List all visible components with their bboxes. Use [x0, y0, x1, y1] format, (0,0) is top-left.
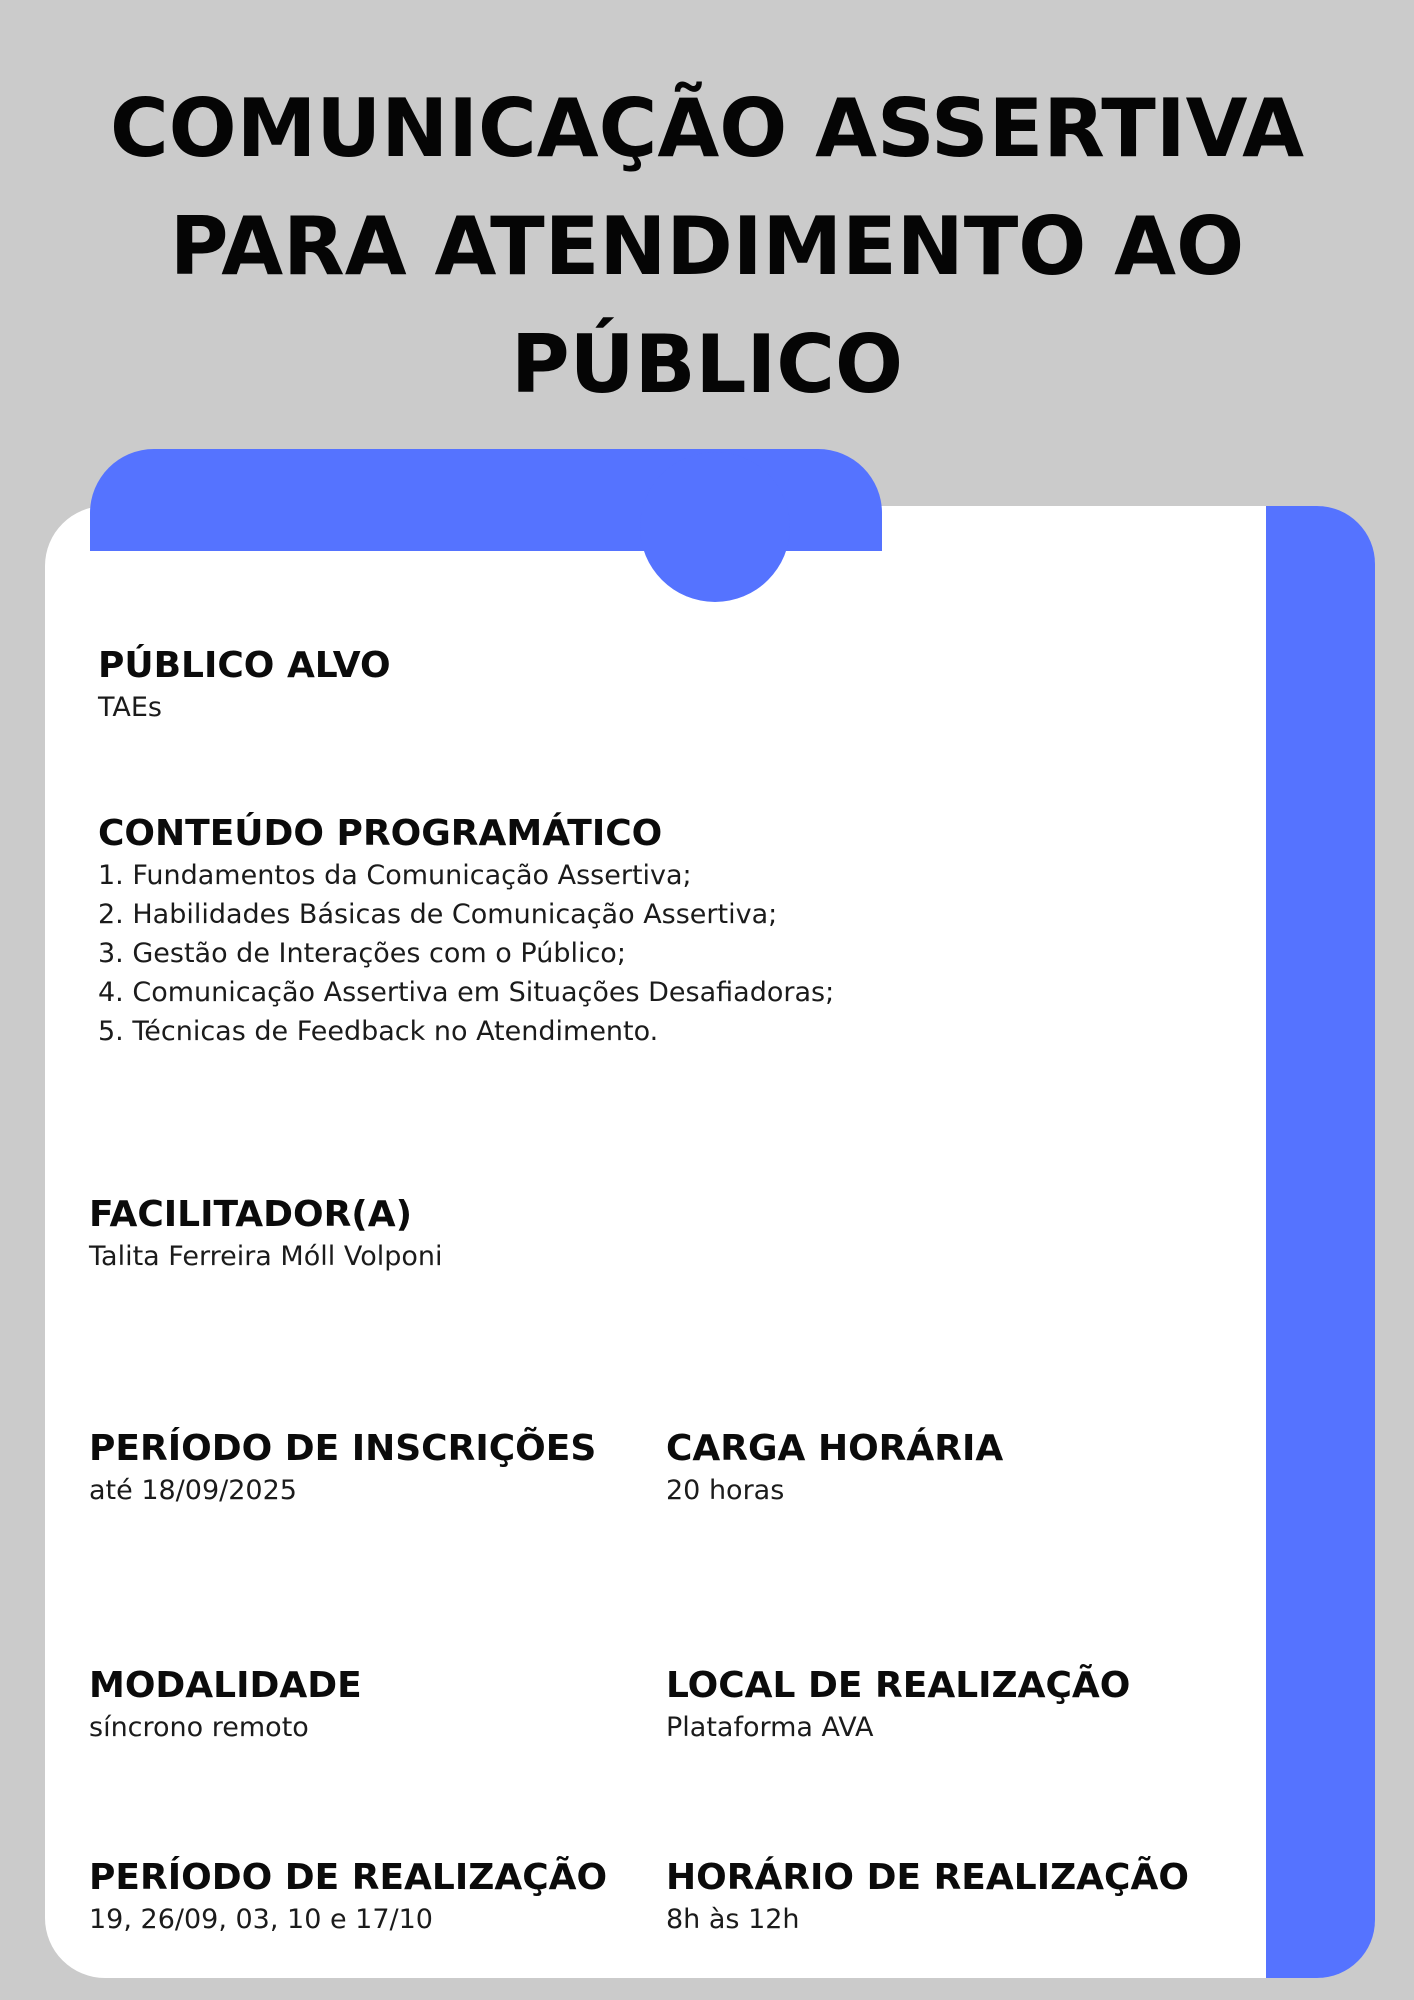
section-conteudo-programatico [98, 812, 1198, 1051]
local-heading: LOCAL DE REALIZAÇÃO [666, 1665, 1131, 1706]
modalidade-value: síncrono remoto [89, 1712, 309, 1743]
accent-side-bar [1266, 506, 1375, 1978]
publico-alvo-heading: PÚBLICO ALVO [98, 645, 391, 686]
section-publico-alvo [98, 644, 898, 728]
facilitador-heading: FACILITADOR(A) [89, 1194, 413, 1235]
section-facilitador [89, 1193, 889, 1277]
inscricoes-heading: PERÍODO DE INSCRIÇÕES [89, 1428, 597, 1469]
conteudo-item-4: 4. Comunicação Assertiva em Situações Desafiadoras; [98, 977, 835, 1008]
page-title [60, 70, 1354, 424]
section-carga-horaria [666, 1427, 1246, 1511]
conteudo-item-3: 3. Gestão de Interações com o Público; [98, 938, 626, 969]
page-title-line-2: PARA ATENDIMENTO AO [169, 200, 1245, 293]
page-title-line-3: PÚBLICO [510, 318, 904, 411]
publico-alvo-value: TAEs [98, 692, 162, 723]
conteudo-item-2: 2. Habilidades Básicas de Comunicação Assertiva; [98, 899, 778, 930]
conteudo-item-1: 1. Fundamentos da Comunicação Assertiva; [98, 860, 692, 891]
section-local-realizacao [666, 1664, 1246, 1748]
modalidade-heading: MODALIDADE [89, 1665, 362, 1706]
periodo-realizacao-heading: PERÍODO DE REALIZAÇÃO [89, 1857, 608, 1898]
facilitador-value: Talita Ferreira Móll Volponi [89, 1241, 443, 1272]
carga-heading: CARGA HORÁRIA [666, 1428, 1004, 1469]
section-modalidade [89, 1664, 649, 1748]
horario-heading: HORÁRIO DE REALIZAÇÃO [666, 1857, 1189, 1898]
horario-value: 8h às 12h [666, 1904, 800, 1935]
conteudo-heading: CONTEÚDO PROGRAMÁTICO [98, 813, 663, 854]
carga-value: 20 horas [666, 1475, 785, 1506]
inscricoes-value: até 18/09/2025 [89, 1475, 297, 1506]
conteudo-item-5: 5. Técnicas de Feedback no Atendimento. [98, 1016, 659, 1047]
periodo-realizacao-value: 19, 26/09, 03, 10 e 17/10 [89, 1904, 433, 1935]
page-title-line-1: COMUNICAÇÃO ASSERTIVA [109, 82, 1305, 175]
section-horario-realizacao [666, 1856, 1256, 1940]
section-periodo-inscricoes [89, 1427, 649, 1511]
local-value: Plataforma AVA [666, 1712, 874, 1743]
section-periodo-realizacao [89, 1856, 659, 1940]
conteudo-list [98, 856, 1198, 1051]
accent-circle-shape [640, 452, 790, 602]
